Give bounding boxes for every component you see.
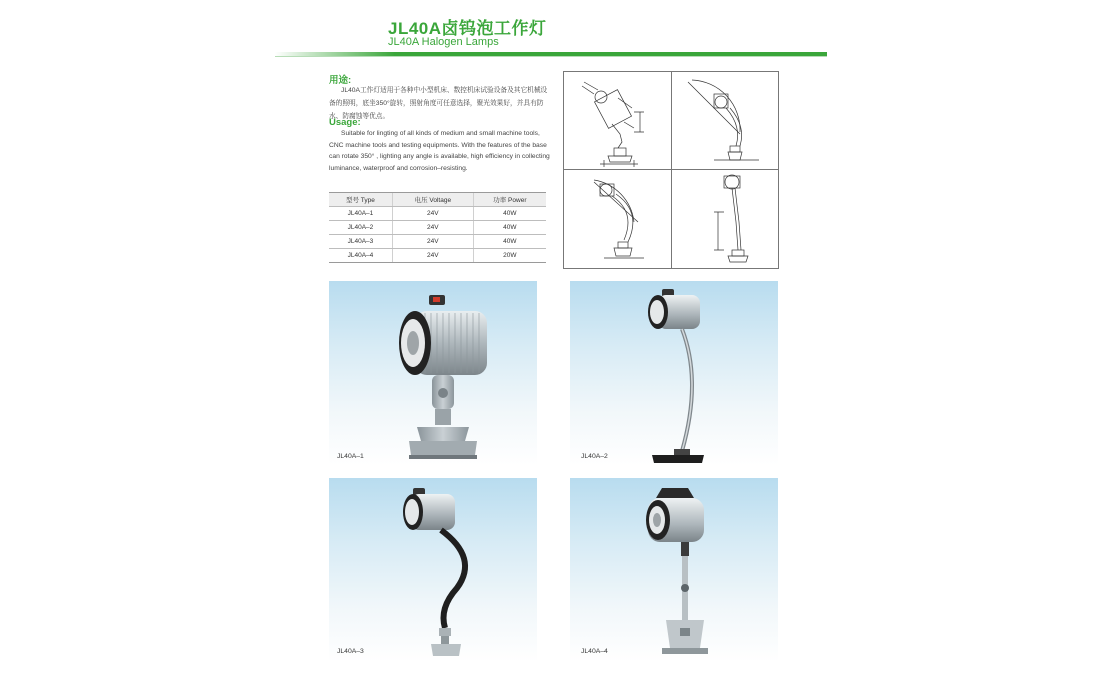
usage-text-cn: JL40A工作灯适用于各种中小型机床、数控机床试验设备及其它机械设备的照明，底坐350°旋转，照射角度可任意选择，聚光效果好，并具有防水、防腐蚀等优点。: [329, 87, 548, 120]
product-photo-jl40a-4: [570, 478, 778, 662]
lamp-jl40a-1-illustration: [329, 281, 537, 465]
page-subtitle: JL40A Halogen Lamps: [388, 36, 499, 48]
photo-caption: JL40A–1: [337, 453, 364, 460]
grid-divider-vertical: [671, 72, 672, 268]
table-cell: 40W: [473, 207, 546, 221]
photo-caption: JL40A–3: [337, 648, 364, 655]
table-cell: JL40A–3: [329, 235, 392, 249]
table-header-type: 型号 Type: [329, 193, 392, 207]
product-photo-jl40a-3: [329, 478, 537, 662]
usage-heading-cn: 用途:: [329, 75, 352, 86]
usage-text-en: Suitable for lingting of all kinds of medium and small machine tools, CNC machine tools and testing equipments. With the features of the base can rotate 350° , lighting any angle is available, high efficiency in collecting luminance, waterproof and corrosion–resisting.: [329, 130, 550, 172]
usage-heading-en: Usage:: [329, 117, 361, 128]
table-row: [329, 221, 546, 235]
technical-drawings: [563, 71, 779, 269]
table-cell: JL40A–1: [329, 207, 392, 221]
drawing-jl40a-4: [714, 175, 748, 262]
drawing-jl40a-2: [688, 80, 759, 160]
table-cell: 24V: [392, 207, 473, 221]
table-cell: 40W: [473, 221, 546, 235]
grid-divider-horizontal: [564, 169, 778, 170]
table-cell: 24V: [392, 235, 473, 249]
table-cell: 20W: [473, 249, 546, 263]
product-photo-jl40a-2: [570, 281, 778, 465]
table-cell: JL40A–2: [329, 221, 392, 235]
product-photo-jl40a-1: [329, 281, 537, 465]
table-cell: 24V: [392, 221, 473, 235]
table-header-voltage: 电压 Voltage: [392, 193, 473, 207]
lamp-jl40a-2-illustration: [570, 281, 778, 465]
header-rule-thin: [275, 56, 827, 57]
spec-table: [329, 192, 546, 263]
drawing-jl40a-3: [594, 180, 644, 258]
page-title: JL40A卤钨泡工作灯: [388, 19, 547, 38]
drawing-jl40a-1: [582, 82, 644, 167]
table-header-power: 功率 Power: [473, 193, 546, 207]
lamp-jl40a-3-illustration: [329, 478, 537, 662]
table-cell: 24V: [392, 249, 473, 263]
table-row: [329, 249, 546, 263]
photo-caption: JL40A–2: [581, 453, 608, 460]
table-cell: 40W: [473, 235, 546, 249]
table-row: [329, 207, 546, 221]
table-row: [329, 235, 546, 249]
table-header-row: [329, 193, 546, 207]
table-cell: JL40A–4: [329, 249, 392, 263]
photo-caption: JL40A–4: [581, 648, 608, 655]
lamp-jl40a-4-illustration: [570, 478, 778, 662]
